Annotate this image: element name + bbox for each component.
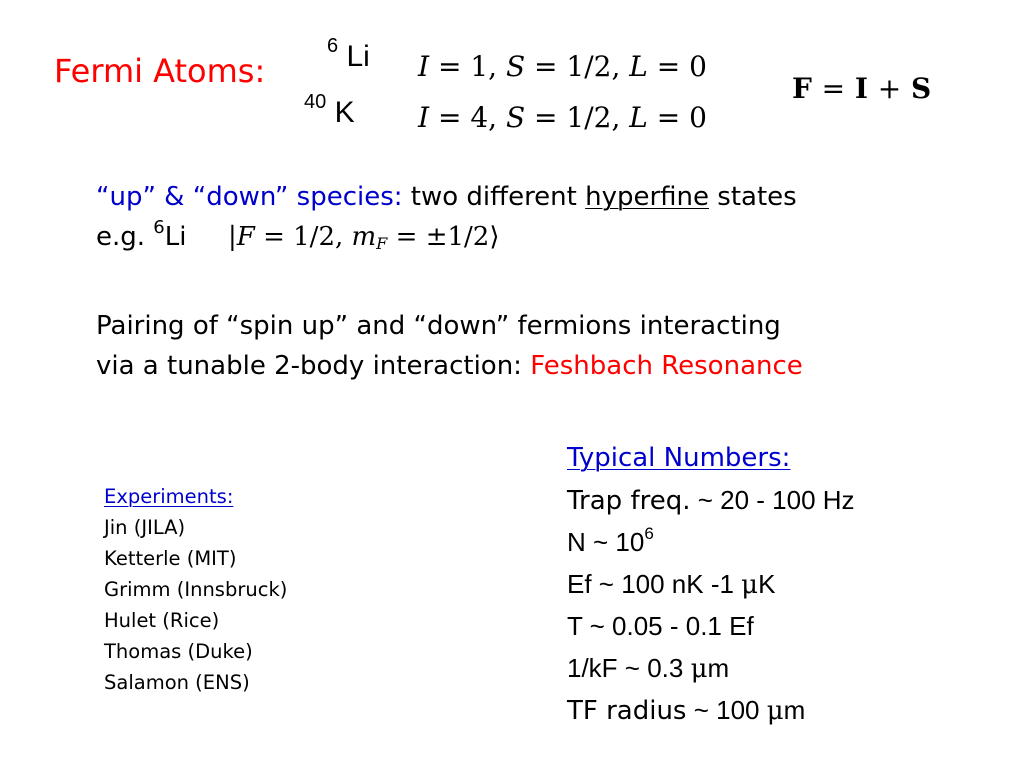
species-label: “up” & “down” species: <box>96 182 403 212</box>
tf-radius: TF radius ~ 100 μm <box>567 695 806 726</box>
typical-numbers <box>567 438 855 733</box>
k-mass-number: 40 <box>304 91 327 113</box>
atom-li <box>327 35 370 74</box>
k-symbol: K <box>334 96 355 129</box>
li-symbol: Li <box>346 40 370 73</box>
trap-frequency: Trap freq. ~ 20 - 100 Hz <box>567 484 855 516</box>
li-quantum-numbers: I = 1, S = 1/2, L = 0 <box>418 50 707 83</box>
list-item: Grimm (Innsbruck) <box>104 578 288 601</box>
li-mass-number: 6 <box>327 35 339 57</box>
typical-numbers-heading: Typical Numbers: <box>567 443 791 473</box>
inverse-fermi-wavevector: 1/kF ~ 0.3 μm <box>567 652 730 684</box>
fermi-energy: Ef ~ 100 nK -1 μK <box>567 568 776 600</box>
list-item: Hulet (Rice) <box>104 609 220 632</box>
experiments-heading: Experiments: <box>104 485 234 508</box>
species-example: e.g. $^6$Li <box>96 217 187 252</box>
pairing-text <box>96 306 803 386</box>
list-item: Jin (JILA) <box>104 516 186 539</box>
experiments-list <box>104 481 287 698</box>
feshbach-resonance: Feshbach Resonance <box>530 351 803 381</box>
hyperfine-ket: |F = 1/2, $m_F$ = ±1/2⟩ <box>228 222 500 254</box>
hyperfine-term: hyperfine <box>585 182 710 212</box>
temperature: T ~ 0.05 - 0.1 Ef <box>567 611 754 641</box>
slide-title: Fermi Atoms: <box>54 52 266 90</box>
list-item: Salamon (ENS) <box>104 671 250 694</box>
atom-number: N ~ $10^6$ <box>567 524 654 557</box>
list-item: Thomas (Duke) <box>104 640 253 663</box>
atom-k <box>304 91 355 130</box>
pairing-line-1: Pairing of “spin up” and “down” fermions interacting <box>96 311 781 341</box>
angular-momentum-relation: F = I + S <box>792 72 932 105</box>
list-item: Ketterle (MIT) <box>104 547 237 570</box>
pairing-line-2: via a tunable 2-body interaction: Feshbach Resonance <box>96 351 803 381</box>
species-line: “up” & “down” species: two different hyperfine states <box>96 182 797 212</box>
k-quantum-numbers: I = 4, S = 1/2, L = 0 <box>418 101 707 134</box>
